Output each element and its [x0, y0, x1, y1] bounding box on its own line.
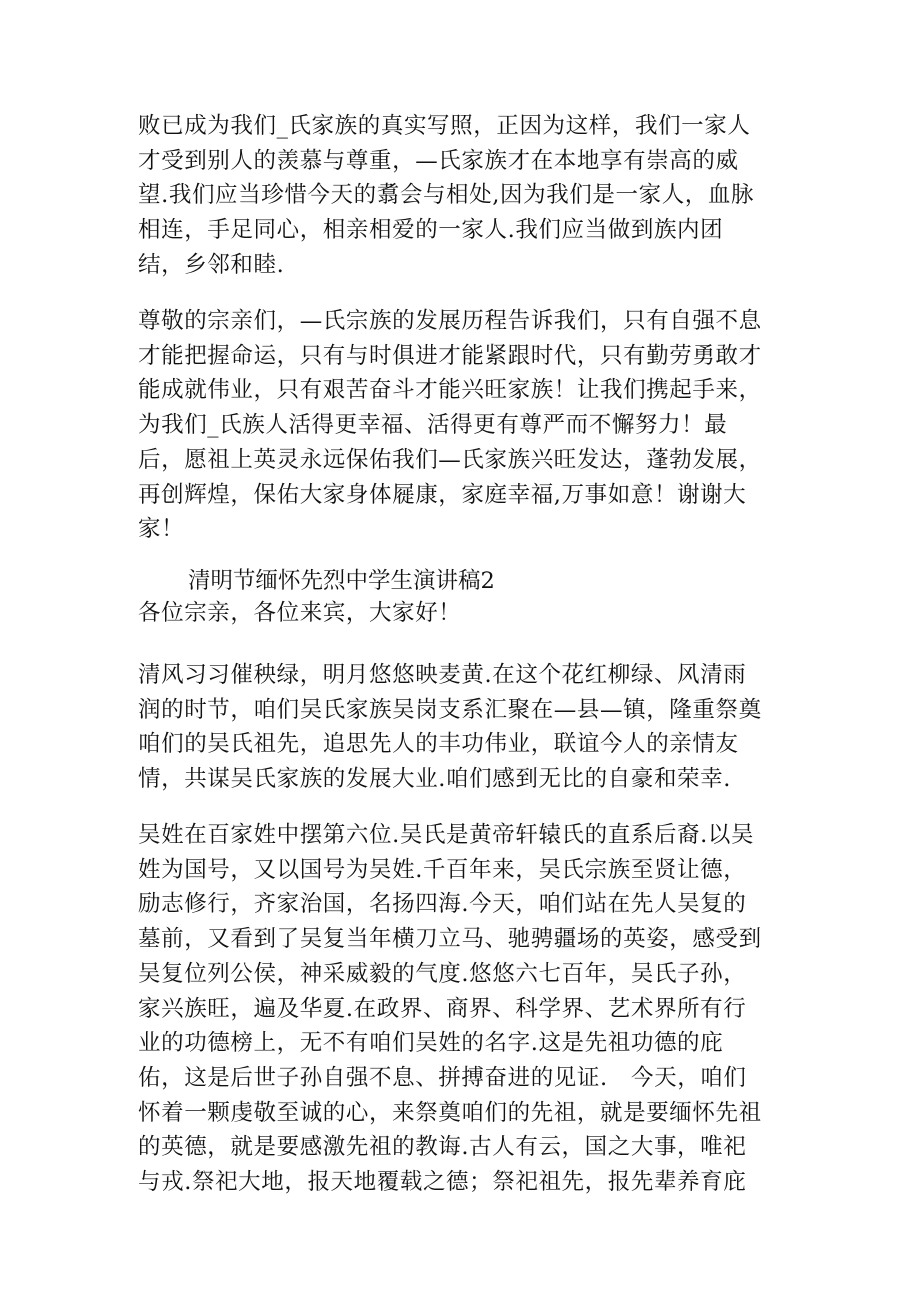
text-line: 姓为国号，又以国号为吴姓.千百年来，吴氏宗族至贤让德， — [138, 856, 747, 883]
text-line: 望.我们应当珍惜今天的翥会与相处,因为我们是一家人，血脉 — [138, 182, 755, 209]
text-line: 佑，这是后世子孙自强不息、拼搏奋进的见证. 今天，咱们 — [138, 1064, 747, 1091]
text-line: 败已成为我们_氏家族的真实写照，正因为这样，我们一家人 — [138, 113, 751, 139]
paragraph-respected-clansmen — [138, 304, 778, 547]
text-line: 吴姓在百家姓中摆第六位.吴氏是黄帝轩辕氏的直系后裔.以吴 — [138, 822, 755, 848]
text-line: 励志修行，齐家治国，名扬四海.今天，咱们站在先人吴复的 — [138, 891, 747, 918]
text-line: 后，愿祖上英灵永远保佑我们—氏家族兴旺发达，蓬勃发展， — [138, 446, 762, 473]
text-line: 清风习习催秧绿，明月悠悠映麦黄.在这个花红柳绿、风清雨 — [138, 662, 747, 688]
greeting-text: 各位宗亲，各位来宾，大家好！ — [138, 600, 462, 626]
section-title: 清明节缅怀先烈中学生演讲稿2 — [188, 568, 495, 594]
text-line: 能成就伟业，只有艰苦奋斗才能兴旺家族！让我们携起手来， — [138, 377, 762, 404]
greeting-line — [138, 596, 778, 631]
paragraph-qingming-gathering — [138, 658, 778, 797]
text-line: 咱们的吴氏祖先，追思先人的丰功伟业，联谊今人的亲情友 — [138, 731, 739, 758]
text-line: 怀着一颗虔敬至诚的心，来祭奠咱们的先祖，就是要缅怀先祖 — [138, 1099, 762, 1126]
text-line: 尊敬的宗亲们，—氏宗族的发展历程告诉我们，只有自强不息 — [138, 308, 762, 334]
paragraph-wu-surname-history — [138, 818, 778, 1200]
text-line: 润的时节，咱们吴氏家族吴岗支系汇聚在—县—镇，隆重祭奠 — [138, 696, 762, 723]
text-line: 再创辉煌，保佑大家身体屣康，家庭幸福,万事如意！谢谢大 — [138, 481, 747, 508]
text-line: 才受到别人的羡慕与尊重，—氏家族才在本地享有崇高的威 — [138, 147, 739, 174]
text-line: 情，共谋吴氏家族的发展大业.咱们感到无比的自豪和荣幸. — [138, 766, 732, 793]
text-line: 为我们_氏族人活得更幸福、活得更有尊严而不懈努力！最 — [138, 412, 728, 439]
text-line: 墓前，又看到了吴复当年横刀立马、驰骋疆场的英姿，感受到 — [138, 926, 762, 953]
text-line: 家兴族旺，遍及华夏.在政界、商界、科学界、艺术界所有行 — [138, 995, 747, 1022]
text-line: 与戎.祭祀大地，报天地覆载之德；祭祀祖先，报先辈养育庇 — [138, 1169, 747, 1196]
text-line: 业的功德榜上，无不有咱们吴姓的名字.这是先祖功德的庇 — [138, 1030, 724, 1057]
paragraph-family-pride — [138, 109, 778, 283]
text-line: 家！ — [138, 516, 185, 543]
text-line: 相连，手足同心，相亲相爱的一家人.我们应当做到族内团 — [138, 217, 724, 244]
text-line: 的英德，就是要感激先祖的教诲.古人有云，国之大事，唯祀 — [138, 1134, 747, 1161]
text-line: 吴复位列公侯，神采威毅的气度.悠悠六七百年，吴氏子孙， — [138, 960, 747, 987]
text-line: 结，乡邻和睦. — [138, 251, 285, 278]
text-line: 才能把握命运，只有与时俱进才能紧跟时代，只有勤劳勇敢才 — [138, 342, 762, 369]
